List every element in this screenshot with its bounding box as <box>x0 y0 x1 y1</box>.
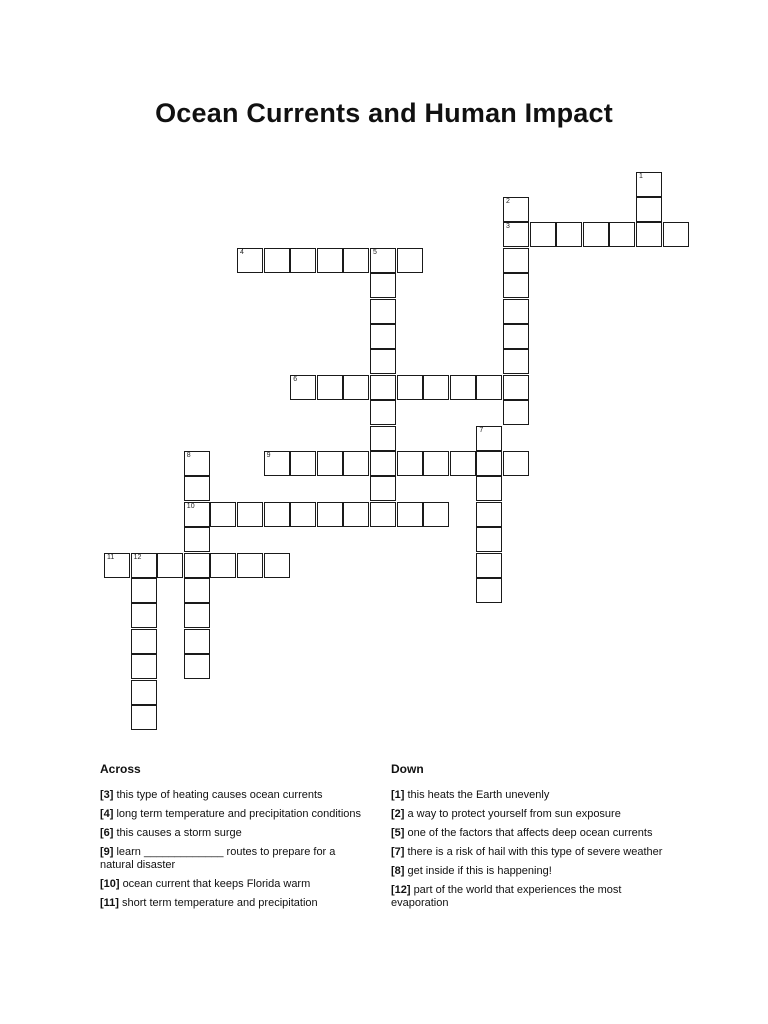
crossword-cell[interactable] <box>663 222 689 247</box>
crossword-cell[interactable] <box>290 451 316 476</box>
crossword-cell[interactable] <box>343 248 369 273</box>
crossword-cell[interactable] <box>397 451 423 476</box>
crossword-cell[interactable] <box>370 426 396 451</box>
crossword-cell[interactable] <box>503 400 529 425</box>
crossword-cell[interactable] <box>184 654 210 679</box>
crossword-cell[interactable] <box>476 502 502 527</box>
cell-number: 7 <box>479 426 484 434</box>
crossword-cell[interactable] <box>184 578 210 603</box>
crossword-cell[interactable] <box>583 222 609 247</box>
crossword-cell[interactable] <box>184 527 210 552</box>
crossword-cell[interactable] <box>503 197 529 222</box>
cell-number: 11 <box>107 553 115 561</box>
crossword-cell[interactable] <box>184 476 210 501</box>
clue-number: [1] <box>391 789 405 801</box>
crossword-cell[interactable] <box>370 324 396 349</box>
crossword-cell[interactable] <box>264 248 290 273</box>
clue-number: [11] <box>100 897 119 909</box>
clue-down-8 <box>391 865 676 878</box>
crossword-cell[interactable] <box>290 502 316 527</box>
crossword-cell[interactable] <box>397 502 423 527</box>
crossword-cell[interactable] <box>370 400 396 425</box>
crossword-cell[interactable] <box>397 248 423 273</box>
crossword-cell[interactable] <box>210 553 236 578</box>
clue-number: [2] <box>391 808 405 820</box>
cell-number: 10 <box>186 502 195 510</box>
clue-number: [5] <box>391 827 405 839</box>
clue-text: this type of heating causes ocean currents <box>116 789 323 801</box>
crossword-cell[interactable] <box>423 502 449 527</box>
crossword-cell[interactable] <box>317 248 343 273</box>
cell-number: 2 <box>506 197 510 205</box>
clue-text: a way to protect yourself from sun exposure <box>407 808 621 820</box>
crossword-cell[interactable] <box>476 578 502 603</box>
crossword-cell[interactable] <box>264 553 290 578</box>
crossword-cell[interactable] <box>503 349 529 374</box>
crossword-cell[interactable] <box>503 222 529 247</box>
cell-number: 8 <box>186 451 191 459</box>
crossword-cell[interactable] <box>450 451 476 476</box>
crossword-cell[interactable] <box>370 476 396 501</box>
crossword-cell[interactable] <box>503 299 529 324</box>
clue-across-9 <box>100 846 370 872</box>
crossword-cell[interactable] <box>237 502 263 527</box>
crossword-cell[interactable] <box>503 324 529 349</box>
crossword-cell[interactable] <box>237 553 263 578</box>
crossword-cell[interactable] <box>210 502 236 527</box>
crossword-cell[interactable] <box>317 375 343 400</box>
clue-text: this heats the Earth unevenly <box>407 789 550 801</box>
clue-down-12 <box>391 884 676 910</box>
crossword-cell[interactable] <box>636 222 662 247</box>
crossword-cell[interactable] <box>184 629 210 654</box>
clue-down-2 <box>391 808 676 821</box>
clue-across-11 <box>100 897 370 910</box>
crossword-cell[interactable] <box>157 553 183 578</box>
down-heading: Down <box>391 762 424 776</box>
clue-number: [6] <box>100 827 114 839</box>
crossword-cell[interactable] <box>264 451 290 476</box>
crossword-cell[interactable] <box>503 273 529 298</box>
clue-text: one of the factors that affects deep ocean currents <box>407 827 653 839</box>
crossword-cell[interactable] <box>423 375 449 400</box>
crossword-cell[interactable] <box>370 502 396 527</box>
crossword-cell[interactable] <box>636 172 662 197</box>
clue-across-6 <box>100 827 370 840</box>
crossword-cell[interactable] <box>503 451 529 476</box>
across-clues <box>100 762 370 916</box>
crossword-cell[interactable] <box>476 476 502 501</box>
cell-number: 5 <box>373 248 377 256</box>
crossword-cell[interactable] <box>131 578 157 603</box>
cell-number: 6 <box>293 375 298 383</box>
crossword-cell[interactable] <box>131 680 157 705</box>
cell-number: 12 <box>133 553 142 561</box>
clue-across-3 <box>100 789 370 802</box>
clue-number: [9] <box>100 846 114 858</box>
crossword-cell[interactable] <box>317 451 343 476</box>
crossword-cell[interactable] <box>290 248 316 273</box>
cell-number: 9 <box>266 451 271 459</box>
crossword-cell[interactable] <box>184 502 210 527</box>
crossword-cell[interactable] <box>476 375 502 400</box>
crossword-cell[interactable] <box>636 197 662 222</box>
cell-number: 1 <box>639 172 643 180</box>
crossword-cell[interactable] <box>131 654 157 679</box>
clue-number: [4] <box>100 808 114 820</box>
clue-text: long term temperature and precipitation conditions <box>116 808 362 820</box>
page-title: Ocean Currents and Human Impact <box>155 98 613 128</box>
clue-text: learn _____________ routes to prepare for a natural disaster <box>100 846 336 871</box>
clue-down-1 <box>391 789 676 802</box>
crossword-cell[interactable] <box>237 248 263 273</box>
clue-down-7 <box>391 846 676 859</box>
crossword-cell[interactable] <box>476 527 502 552</box>
crossword-cell[interactable] <box>530 222 556 247</box>
cell-number: 3 <box>506 223 510 231</box>
clue-number: [8] <box>391 865 405 877</box>
crossword-cell[interactable] <box>476 451 502 476</box>
crossword-cell[interactable] <box>131 603 157 628</box>
crossword-cell[interactable] <box>131 553 157 578</box>
clue-across-10 <box>100 878 370 891</box>
crossword-cell[interactable] <box>317 502 343 527</box>
clue-text: this causes a storm surge <box>116 827 242 839</box>
crossword-cell[interactable] <box>343 451 369 476</box>
crossword-cell[interactable] <box>370 349 396 374</box>
crossword-cell[interactable] <box>264 502 290 527</box>
crossword-cell[interactable] <box>609 222 635 247</box>
crossword-cell[interactable] <box>343 375 369 400</box>
clue-number: [12] <box>391 884 411 896</box>
clue-down-5 <box>391 827 676 840</box>
crossword-cell[interactable] <box>503 375 529 400</box>
clue-text: there is a risk of hail with this type of severe weather <box>407 846 663 858</box>
crossword-cell[interactable] <box>131 705 157 730</box>
crossword-cell[interactable] <box>370 299 396 324</box>
crossword-cell[interactable] <box>343 502 369 527</box>
clue-across-4 <box>100 808 370 821</box>
crossword-cell[interactable] <box>370 248 396 273</box>
clue-text: short term temperature and precipitation <box>121 897 318 909</box>
crossword-cell[interactable] <box>131 629 157 654</box>
clue-number: [7] <box>391 846 405 858</box>
crossword-cell[interactable] <box>556 222 582 247</box>
crossword-cell[interactable] <box>397 375 423 400</box>
across-heading: Across <box>100 762 141 776</box>
crossword-cell[interactable] <box>104 553 130 578</box>
clue-text: get inside if this is happening! <box>407 865 552 877</box>
crossword-cell[interactable] <box>370 451 396 476</box>
crossword-cell[interactable] <box>423 451 449 476</box>
crossword-cell[interactable] <box>290 375 316 400</box>
clue-number: [3] <box>100 789 114 801</box>
crossword-cell[interactable] <box>370 375 396 400</box>
crossword-cell[interactable] <box>184 553 210 578</box>
crossword-cell[interactable] <box>503 248 529 273</box>
clue-text: part of the world that experiences the most evaporation <box>391 884 622 909</box>
clue-number: [10] <box>100 878 120 890</box>
clue-text: ocean current that keeps Florida warm <box>122 878 311 890</box>
cell-number: 4 <box>240 248 244 256</box>
crossword-cell[interactable] <box>450 375 476 400</box>
down-clues <box>391 762 676 916</box>
crossword-cell[interactable] <box>184 451 210 476</box>
crossword-cell[interactable] <box>370 273 396 298</box>
crossword-cell[interactable] <box>476 553 502 578</box>
crossword-cell[interactable] <box>476 426 502 451</box>
crossword-cell[interactable] <box>184 603 210 628</box>
